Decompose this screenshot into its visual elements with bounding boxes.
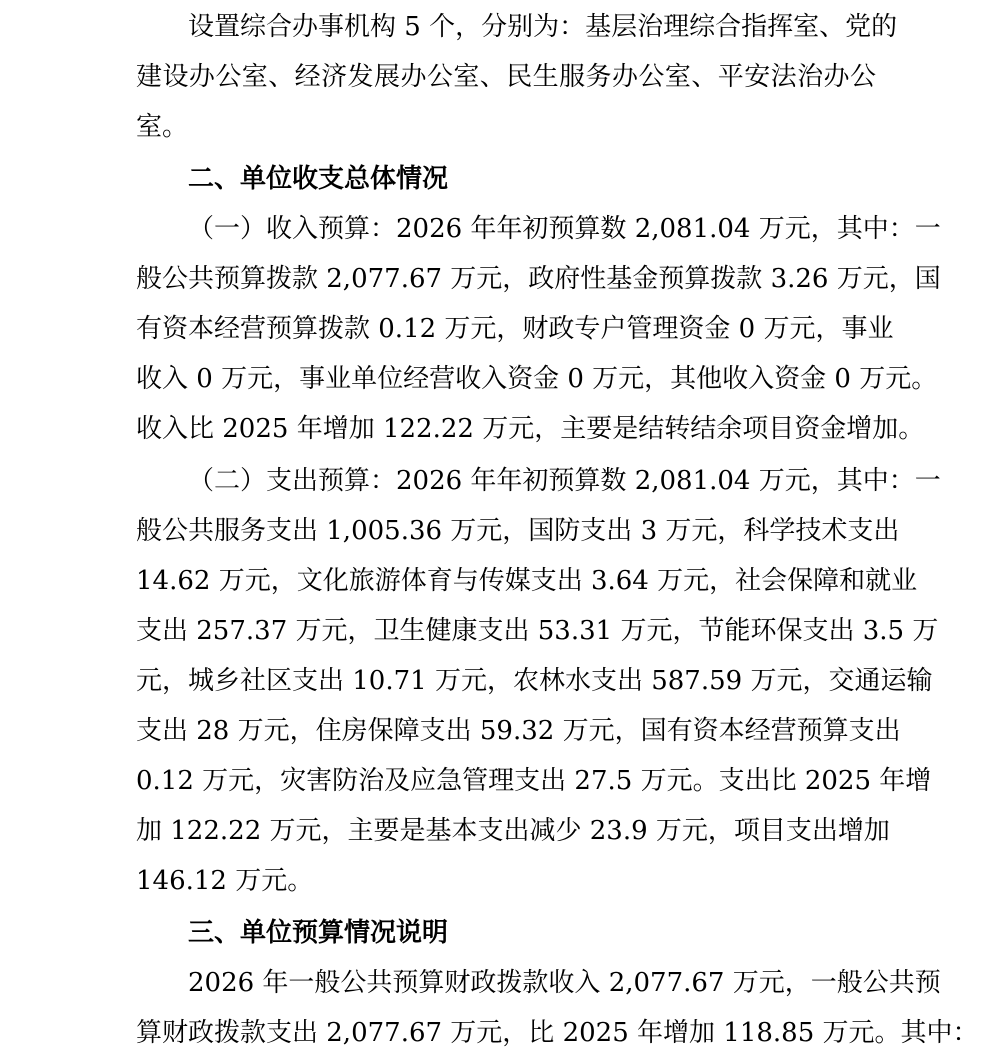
intro-line-1: 设置综合办事机构 5 个，分别为：基层治理综合指挥室、党的 (188, 12, 898, 42)
income-line-4: 收入 0 万元，事业单位经营收入资金 0 万元，其他收入资金 0 万元。 (136, 364, 938, 394)
section3-heading: 三、单位预算情况说明 (188, 918, 449, 948)
expenditure-line-2: 般公共服务支出 1,005.36 万元，国防支出 3 万元，科学技术支出 (136, 516, 900, 546)
section3-line-1: 2026 年一般公共预算财政拨款收入 2,077.67 万元，一般公共预 (188, 968, 941, 998)
intro-line-3: 室。 (136, 112, 189, 142)
expenditure-line-1: （二）支出预算：2026 年年初预算数 2,081.04 万元，其中：一 (188, 466, 941, 496)
income-line-2: 般公共预算拨款 2,077.67 万元，政府性基金预算拨款 3.26 万元，国 (136, 264, 941, 294)
expenditure-line-7: 0.12 万元，灾害防治及应急管理支出 27.5 万元。支出比 2025 年增 (136, 766, 932, 796)
intro-line-2: 建设办公室、经济发展办公室、民生服务办公室、平安法治办公 (136, 62, 876, 92)
expenditure-line-3: 14.62 万元，文化旅游体育与传媒支出 3.64 万元，社会保障和就业 (136, 566, 918, 596)
income-line-5: 收入比 2025 年增加 122.22 万元，主要是结转结余项目资金增加。 (136, 414, 925, 444)
section2-heading: 二、单位收支总体情况 (188, 164, 449, 194)
expenditure-line-4: 支出 257.37 万元，卫生健康支出 53.31 万元，节能环保支出 3.5 万 (136, 616, 939, 646)
income-line-3: 有资本经营预算拨款 0.12 万元，财政专户管理资金 0 万元，事业 (136, 314, 894, 344)
expenditure-line-9: 146.12 万元。 (136, 866, 314, 896)
expenditure-line-8: 加 122.22 万元，主要是基本支出减少 23.9 万元，项目支出增加 (136, 816, 890, 846)
income-line-1: （一）收入预算：2026 年年初预算数 2,081.04 万元，其中：一 (188, 214, 941, 244)
expenditure-line-5: 元，城乡社区支出 10.71 万元，农林水支出 587.59 万元，交通运输 (136, 666, 933, 696)
section3-line-2: 算财政拨款支出 2,077.67 万元，比 2025 年增加 118.85 万元。其中： (136, 1018, 979, 1048)
expenditure-line-6: 支出 28 万元，住房保障支出 59.32 万元，国有资本经营预算支出 (136, 716, 901, 746)
